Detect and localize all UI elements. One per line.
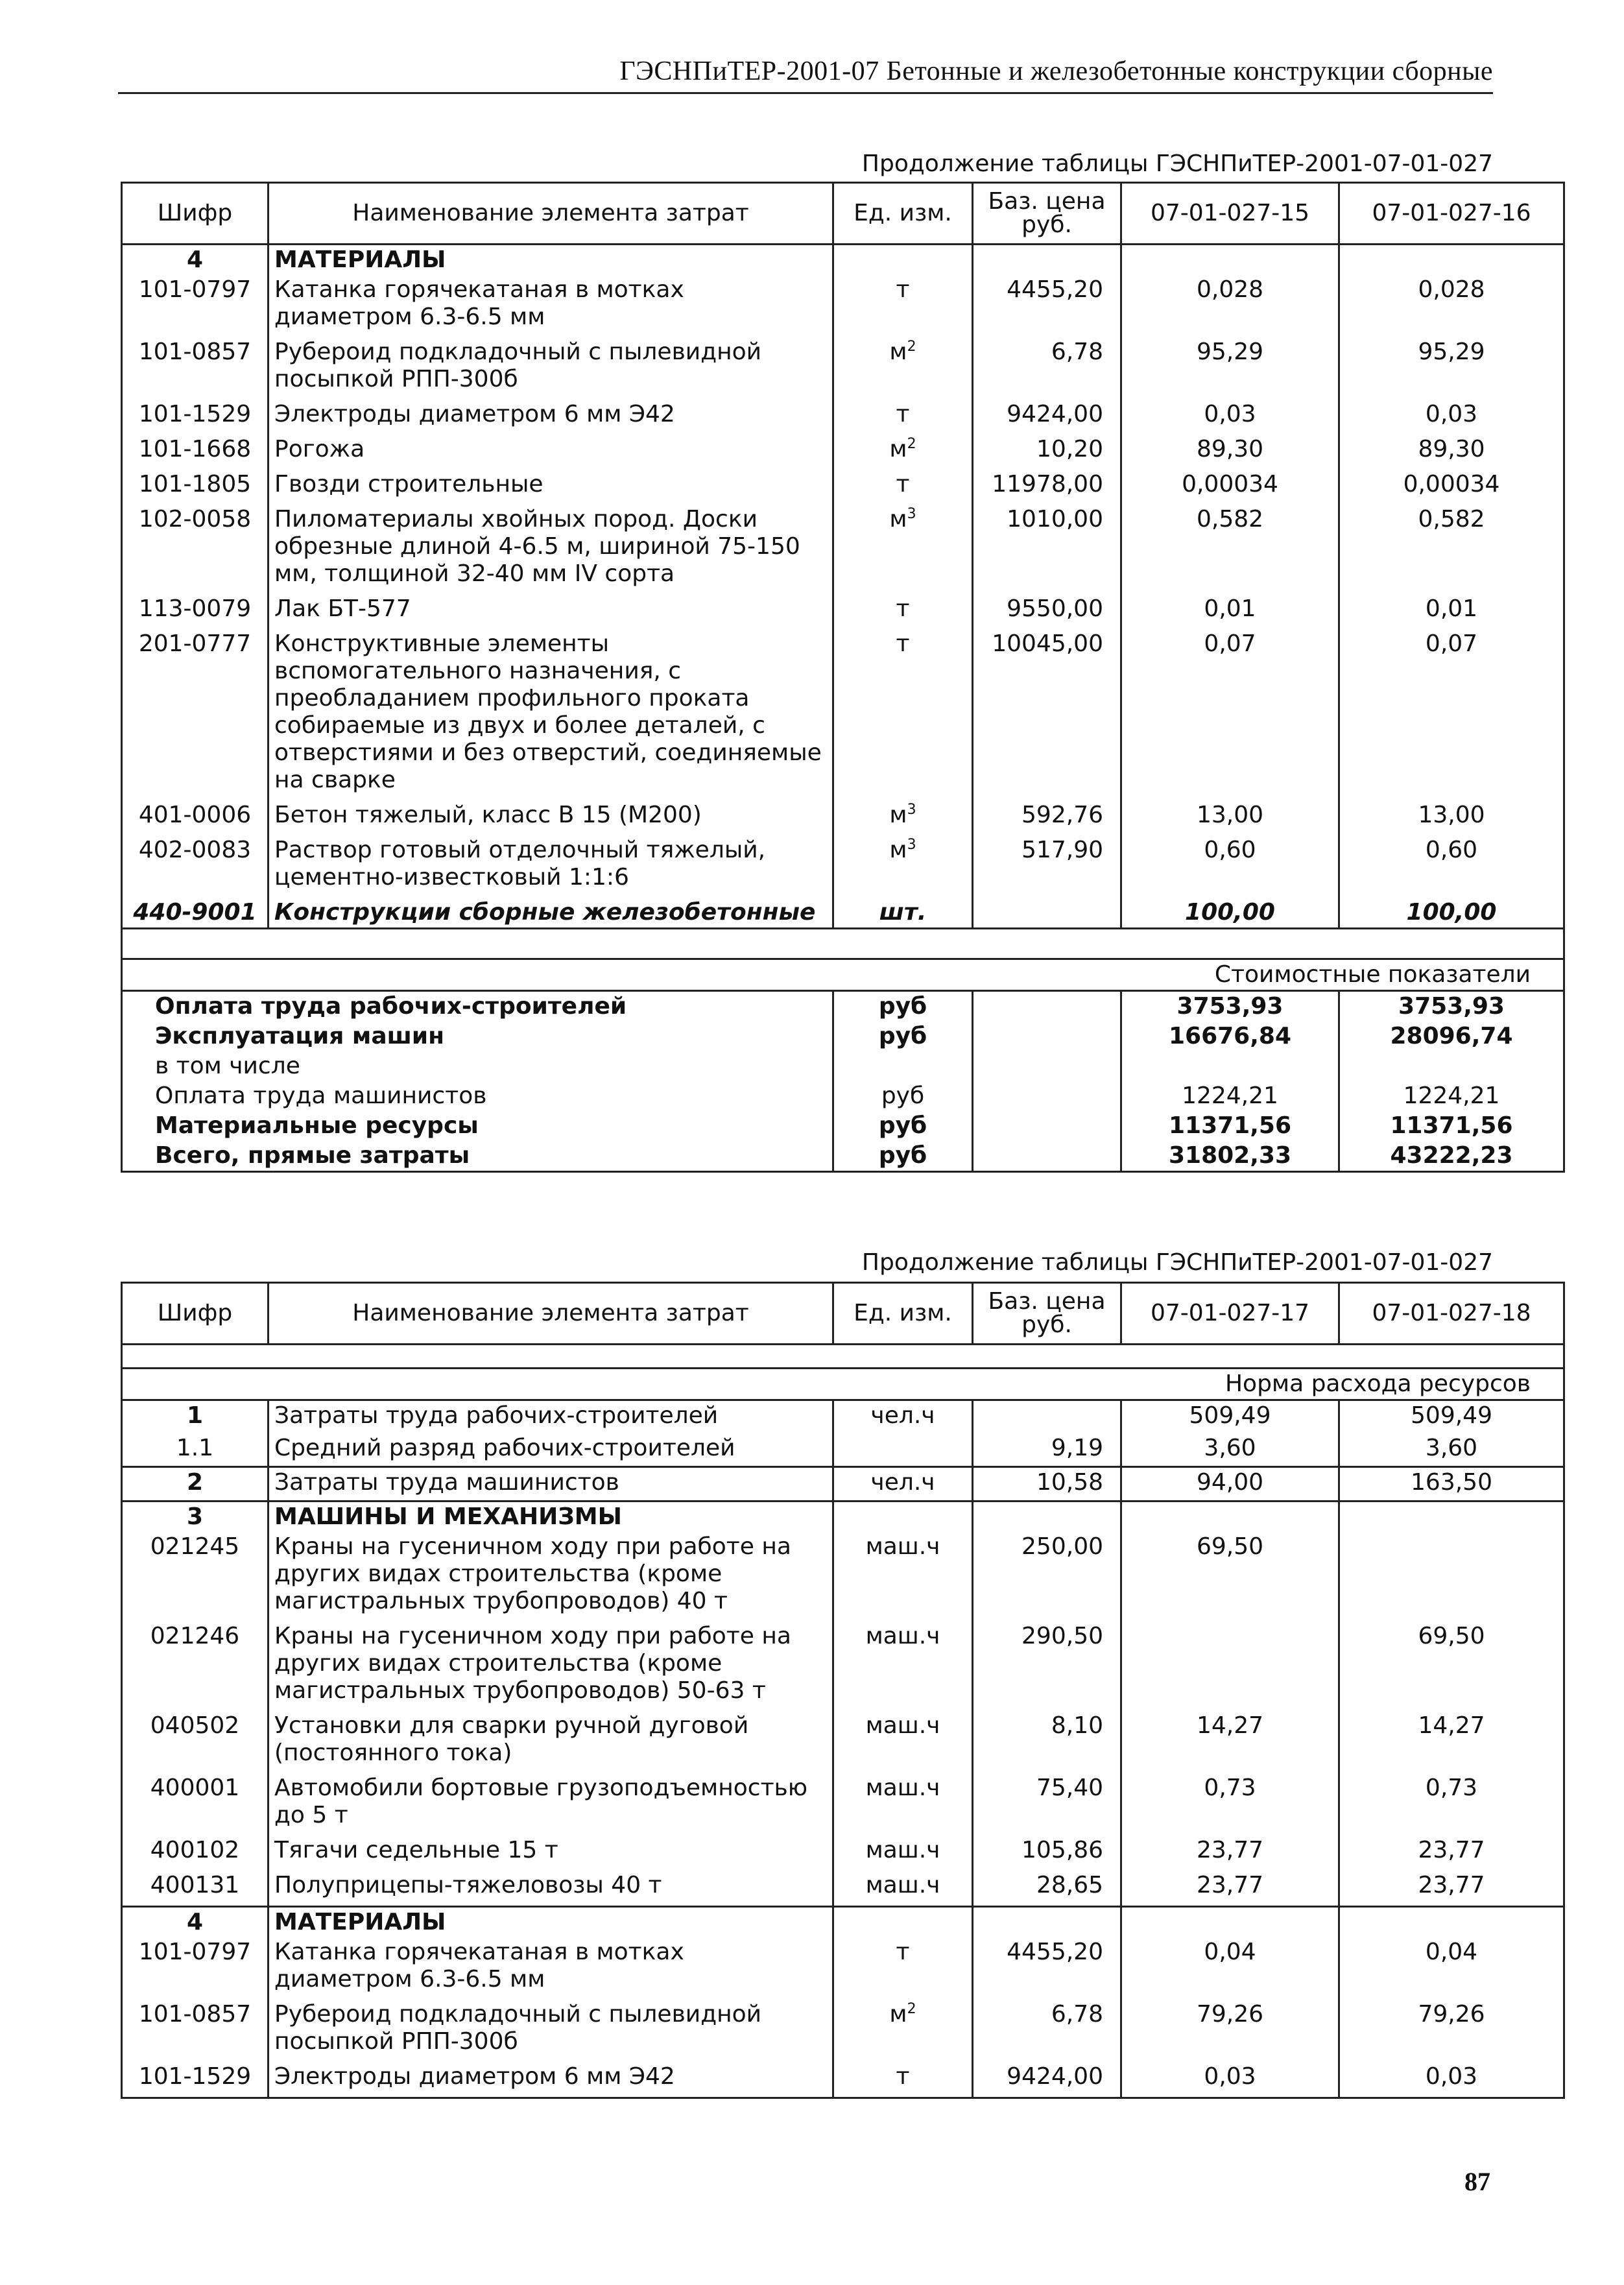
section-name: МАТЕРИАЛЫ <box>269 245 833 276</box>
row-code: 101-0857 <box>122 2000 269 2062</box>
row-value-2: 0,03 <box>1339 2062 1564 2098</box>
row-name: Бетон тяжелый, класс В 15 (М200) <box>269 800 833 835</box>
row-unit: $м^2$ <box>833 2000 973 2062</box>
italic-row-v2: 100,00 <box>1339 898 1564 929</box>
unit-exponent: 2 <box>907 2001 916 2017</box>
material-row <box>122 835 1564 898</box>
table1-header-row <box>122 183 1564 245</box>
row-unit: т <box>833 1937 973 2000</box>
row-value-1: 509,49 <box>1121 1400 1339 1434</box>
machine-row <box>122 1836 1564 1871</box>
row-unit: т <box>833 594 973 629</box>
running-header <box>118 53 1493 94</box>
row-unit: $м^3$ <box>833 800 973 835</box>
table1 <box>121 182 1565 1173</box>
running-header-title: ГЭСНПиТЕР-2001-07 Бетонные и железобетонные конструкции сборные <box>619 56 1493 86</box>
row-unit: маш.ч <box>833 1621 973 1711</box>
section-row <box>122 1907 1564 1938</box>
row-value-2: 163,50 <box>1339 1467 1564 1501</box>
row-name: Затраты труда машинистов <box>269 1467 833 1501</box>
italic-row-price <box>973 898 1121 929</box>
row-value-1 <box>1121 1907 1339 1938</box>
material-row <box>122 2062 1564 2098</box>
row-value-2: 0,582 <box>1339 505 1564 594</box>
row-unit: т <box>833 470 973 505</box>
row-code: 021245 <box>122 1532 269 1621</box>
row-name: Краны на гусеничном ходу при работе на других видах строительства (кроме магистральных трубопроводов) 50-63 т <box>269 1621 833 1711</box>
col-price-header <box>973 183 1121 245</box>
summary-row <box>122 1051 1564 1081</box>
col-v1-header: 07-01-027-15 <box>1121 183 1339 245</box>
row-name: Лак БТ-577 <box>269 594 833 629</box>
summary-value-2: 43222,23 <box>1339 1141 1564 1172</box>
row-value-1: 14,27 <box>1121 1711 1339 1773</box>
row-code: 101-1668 <box>122 435 269 470</box>
cost-indicators-band <box>122 959 1564 991</box>
col-price-header-line1: Баз. цена <box>988 188 1106 215</box>
summary-value-1: 3753,93 <box>1121 991 1339 1022</box>
summary-unit <box>833 1051 973 1081</box>
row-name: Электроды диаметром 6 мм Э42 <box>269 2062 833 2098</box>
row-code: 201-0777 <box>122 629 269 800</box>
col-code-header: Шифр <box>122 183 269 245</box>
cost-indicators-label: Стоимостные показатели <box>122 959 1564 991</box>
row-price: 28,65 <box>973 1871 1121 1907</box>
col-v1-header: 07-01-027-17 <box>1121 1283 1339 1345</box>
row-price <box>973 1907 1121 1938</box>
row-value-2: 69,50 <box>1339 1621 1564 1711</box>
row-code: 4 <box>122 1907 269 1938</box>
row-price: 517,90 <box>973 835 1121 898</box>
col-name-header: Наименование элемента затрат <box>269 1283 833 1345</box>
page-number: 87 <box>1464 2167 1490 2196</box>
row-unit: маш.ч <box>833 1711 973 1773</box>
row-unit: $м^2$ <box>833 435 973 470</box>
summary-price <box>973 1111 1121 1141</box>
row-price: 10,20 <box>973 435 1121 470</box>
row-value-1: 23,77 <box>1121 1871 1339 1907</box>
row-unit: т <box>833 275 973 337</box>
row-code: 400102 <box>122 1836 269 1871</box>
row-value-1: 0,028 <box>1121 275 1339 337</box>
table2-caption: Продолжение таблицы ГЭСНПиТЕР-2001-07-01-027 <box>861 1249 1493 1276</box>
row-value-1: 3,60 <box>1121 1433 1339 1467</box>
row-code: 1.1 <box>122 1433 269 1467</box>
material-row <box>122 337 1564 400</box>
row-unit <box>833 1433 973 1467</box>
row-unit: т <box>833 629 973 800</box>
labor-row <box>122 1400 1564 1434</box>
col-name-header: Наименование элемента затрат <box>269 183 833 245</box>
row-unit: т <box>833 2062 973 2098</box>
row-code: 2 <box>122 1467 269 1501</box>
col-v2-header: 07-01-027-18 <box>1339 1283 1564 1345</box>
row-value-1 <box>1121 1501 1339 1533</box>
row-price: 105,86 <box>973 1836 1121 1871</box>
summary-row <box>122 1141 1564 1172</box>
row-code: 101-0857 <box>122 337 269 400</box>
row-price: 75,40 <box>973 1773 1121 1836</box>
row-value-2: 0,07 <box>1339 629 1564 800</box>
row-value-1: 0,03 <box>1121 2062 1339 2098</box>
row-name: Тягачи седельные 15 т <box>269 1836 833 1871</box>
summary-unit: руб <box>833 1022 973 1051</box>
row-name: Пиломатериалы хвойных пород. Доски обрезные длиной 4-6.5 м, шириной 75-150 мм, толщиной 32-40 мм IV сорта <box>269 505 833 594</box>
row-unit: маш.ч <box>833 1773 973 1836</box>
row-code: 101-0797 <box>122 1937 269 2000</box>
resource-norm-label: Норма расхода ресурсов <box>122 1369 1564 1400</box>
unit-exponent: 2 <box>907 436 916 452</box>
italic-row <box>122 898 1564 929</box>
row-name: Рогожа <box>269 435 833 470</box>
row-code: 1 <box>122 1400 269 1434</box>
row-name: Рубероид подкладочный с пылевидной посыпкой РПП-300б <box>269 2000 833 2062</box>
row-value-1: 0,04 <box>1121 1937 1339 2000</box>
unit-exponent: 3 <box>907 837 916 853</box>
summary-unit: руб <box>833 1141 973 1172</box>
summary-value-1: 16676,84 <box>1121 1022 1339 1051</box>
row-unit <box>833 1907 973 1938</box>
row-unit: маш.ч <box>833 1532 973 1621</box>
summary-value-2: 1224,21 <box>1339 1081 1564 1111</box>
row-unit: $м^3$ <box>833 835 973 898</box>
row-unit: чел.ч <box>833 1400 973 1434</box>
table1-summary-rows <box>122 991 1564 1172</box>
row-price: 11978,00 <box>973 470 1121 505</box>
row-value-2: 23,77 <box>1339 1871 1564 1907</box>
material-row <box>122 505 1564 594</box>
row-value-2: 0,60 <box>1339 835 1564 898</box>
row-value-1: 0,03 <box>1121 400 1339 435</box>
summary-value-2: 3753,93 <box>1339 991 1564 1022</box>
material-row <box>122 1937 1564 2000</box>
labor-row <box>122 1467 1564 1501</box>
col-unit-header: Ед. изм. <box>833 1283 973 1345</box>
material-row <box>122 2000 1564 2062</box>
material-row <box>122 400 1564 435</box>
unit-exponent: 3 <box>907 506 916 522</box>
section-row <box>122 245 1564 276</box>
material-row <box>122 800 1564 835</box>
row-unit: $м^2$ <box>833 337 973 400</box>
row-value-2: 0,04 <box>1339 1937 1564 2000</box>
table1-caption: Продолжение таблицы ГЭСНПиТЕР-2001-07-01-027 <box>861 150 1493 177</box>
row-name: Автомобили бортовые грузоподъемностью до 5 т <box>269 1773 833 1836</box>
row-code: 400131 <box>122 1871 269 1907</box>
row-value-2: 509,49 <box>1339 1400 1564 1434</box>
row-price: 9424,00 <box>973 2062 1121 2098</box>
summary-value-1: 1224,21 <box>1121 1081 1339 1111</box>
table1-material-rows <box>122 275 1564 898</box>
row-value-1: 0,01 <box>1121 594 1339 629</box>
row-value-1: 0,00034 <box>1121 470 1339 505</box>
material-row <box>122 435 1564 470</box>
row-value-2: 0,73 <box>1339 1773 1564 1836</box>
row-value-2 <box>1339 1501 1564 1533</box>
material-row <box>122 470 1564 505</box>
row-code: 021246 <box>122 1621 269 1711</box>
row-code: 101-1529 <box>122 400 269 435</box>
summary-row <box>122 1022 1564 1051</box>
section-code: 4 <box>122 245 269 276</box>
row-value-1: 0,07 <box>1121 629 1339 800</box>
col-unit-header: Ед. изм. <box>833 183 973 245</box>
row-unit: $м^3$ <box>833 505 973 594</box>
machine-row <box>122 1621 1564 1711</box>
row-value-1: 13,00 <box>1121 800 1339 835</box>
summary-label: Материальные ресурсы <box>122 1111 833 1141</box>
material-row <box>122 275 1564 337</box>
row-code: 101-1805 <box>122 470 269 505</box>
row-value-2: 14,27 <box>1339 1711 1564 1773</box>
row-name: Катанка горячекатаная в мотках диаметром 6.3-6.5 мм <box>269 1937 833 2000</box>
row-name: Конструктивные элементы вспомогательного назначения, с преобладанием профильного проката собираемые из двух и более деталей, с отверстиями и без отверстий, соединяемые на сварке <box>269 629 833 800</box>
row-price: 10,58 <box>973 1467 1121 1501</box>
row-price: 10045,00 <box>973 629 1121 800</box>
summary-label: Эксплуатация машин <box>122 1022 833 1051</box>
row-value-1: 95,29 <box>1121 337 1339 400</box>
summary-price <box>973 1051 1121 1081</box>
row-unit <box>833 1501 973 1533</box>
spacer-row <box>122 1345 1564 1369</box>
summary-row <box>122 1081 1564 1111</box>
row-value-2: 13,00 <box>1339 800 1564 835</box>
summary-value-1: 31802,33 <box>1121 1141 1339 1172</box>
summary-label: в том числе <box>122 1051 833 1081</box>
row-code: 3 <box>122 1501 269 1533</box>
summary-price <box>973 1022 1121 1051</box>
summary-price <box>973 1081 1121 1111</box>
row-value-2 <box>1339 1907 1564 1938</box>
summary-label: Оплата труда рабочих-строителей <box>122 991 833 1022</box>
row-price: 4455,20 <box>973 275 1121 337</box>
row-code: 101-0797 <box>122 275 269 337</box>
unit-exponent: 2 <box>907 339 916 355</box>
row-code: 402-0083 <box>122 835 269 898</box>
row-price: 9550,00 <box>973 594 1121 629</box>
row-unit: маш.ч <box>833 1836 973 1871</box>
summary-label: Оплата труда машинистов <box>122 1081 833 1111</box>
row-value-2: 79,26 <box>1339 2000 1564 2062</box>
summary-row <box>122 1111 1564 1141</box>
row-value-1: 0,582 <box>1121 505 1339 594</box>
row-price: 1010,00 <box>973 505 1121 594</box>
row-name: Катанка горячекатаная в мотках диаметром 6.3-6.5 мм <box>269 275 833 337</box>
row-code: 400001 <box>122 1773 269 1836</box>
section-row <box>122 1501 1564 1533</box>
row-unit: чел.ч <box>833 1467 973 1501</box>
row-name: МАШИНЫ И МЕХАНИЗМЫ <box>269 1501 833 1533</box>
row-price <box>973 1501 1121 1533</box>
row-price: 8,10 <box>973 1711 1121 1773</box>
row-value-2: 3,60 <box>1339 1433 1564 1467</box>
row-value-2: 0,028 <box>1339 275 1564 337</box>
summary-unit: руб <box>833 991 973 1022</box>
row-price: 250,00 <box>973 1532 1121 1621</box>
row-value-1: 94,00 <box>1121 1467 1339 1501</box>
row-name: Краны на гусеничном ходу при работе на других видах строительства (кроме магистральных трубопроводов) 40 т <box>269 1532 833 1621</box>
row-name: Установки для сварки ручной дуговой (постоянного тока) <box>269 1711 833 1773</box>
material-row <box>122 629 1564 800</box>
col-price-header-line2: руб. <box>1021 211 1072 238</box>
spacer-row <box>122 929 1564 959</box>
summary-row <box>122 991 1564 1022</box>
row-name: МАТЕРИАЛЫ <box>269 1907 833 1938</box>
row-price: 290,50 <box>973 1621 1121 1711</box>
italic-row-name: Конструкции сборные железобетонные <box>269 898 833 929</box>
summary-value-1: 11371,56 <box>1121 1111 1339 1141</box>
summary-price <box>973 1141 1121 1172</box>
row-name: Электроды диаметром 6 мм Э42 <box>269 400 833 435</box>
italic-row-unit: шт. <box>833 898 973 929</box>
row-name: Полуприцепы-тяжеловозы 40 т <box>269 1871 833 1907</box>
material-row <box>122 594 1564 629</box>
resource-norm-band <box>122 1369 1564 1400</box>
row-price <box>973 1400 1121 1434</box>
row-price: 592,76 <box>973 800 1121 835</box>
summary-value-1 <box>1121 1051 1339 1081</box>
row-price: 9424,00 <box>973 400 1121 435</box>
row-unit: т <box>833 400 973 435</box>
row-name: Средний разряд рабочих-строителей <box>269 1433 833 1467</box>
row-value-2: 0,00034 <box>1339 470 1564 505</box>
italic-row-code: 440-9001 <box>122 898 269 929</box>
row-name: Рубероид подкладочный с пылевидной посыпкой РПП-300б <box>269 337 833 400</box>
row-value-1 <box>1121 1621 1339 1711</box>
row-name: Раствор готовый отделочный тяжелый, цементно-известковый 1:1:6 <box>269 835 833 898</box>
summary-unit: руб <box>833 1081 973 1111</box>
row-value-1: 0,60 <box>1121 835 1339 898</box>
row-code: 401-0006 <box>122 800 269 835</box>
row-value-2: 23,77 <box>1339 1836 1564 1871</box>
summary-price <box>973 991 1121 1022</box>
row-price: 6,78 <box>973 2000 1121 2062</box>
row-price: 6,78 <box>973 337 1121 400</box>
row-value-2: 89,30 <box>1339 435 1564 470</box>
col-price-header <box>973 1283 1121 1345</box>
row-value-1: 69,50 <box>1121 1532 1339 1621</box>
row-code: 040502 <box>122 1711 269 1773</box>
col-code-header: Шифр <box>122 1283 269 1345</box>
row-code: 102-0058 <box>122 505 269 594</box>
row-code: 101-1529 <box>122 2062 269 2098</box>
row-price: 4455,20 <box>973 1937 1121 2000</box>
table2-rows <box>122 1400 1564 2098</box>
row-value-2: 95,29 <box>1339 337 1564 400</box>
row-value-2 <box>1339 1532 1564 1621</box>
summary-value-2: 11371,56 <box>1339 1111 1564 1141</box>
machine-row <box>122 1532 1564 1621</box>
row-price: 9,19 <box>973 1433 1121 1467</box>
row-value-1: 23,77 <box>1121 1836 1339 1871</box>
machine-row <box>122 1773 1564 1836</box>
summary-label: Всего, прямые затраты <box>122 1141 833 1172</box>
row-name: Гвозди строительные <box>269 470 833 505</box>
row-code: 113-0079 <box>122 594 269 629</box>
unit-exponent: 3 <box>907 802 916 818</box>
row-unit: маш.ч <box>833 1871 973 1907</box>
summary-value-2: 28096,74 <box>1339 1022 1564 1051</box>
row-value-1: 79,26 <box>1121 2000 1339 2062</box>
col-v2-header: 07-01-027-16 <box>1339 183 1564 245</box>
summary-unit: руб <box>833 1111 973 1141</box>
italic-row-v1: 100,00 <box>1121 898 1339 929</box>
table2-header-row <box>122 1283 1564 1345</box>
col-price-header-line2: руб. <box>1021 1311 1072 1338</box>
row-value-2: 0,03 <box>1339 400 1564 435</box>
row-name: Затраты труда рабочих-строителей <box>269 1400 833 1434</box>
col-price-header-line1: Баз. цена <box>988 1288 1106 1315</box>
table2 <box>121 1282 1565 2099</box>
labor-row <box>122 1433 1564 1467</box>
row-value-1: 89,30 <box>1121 435 1339 470</box>
row-value-1: 0,73 <box>1121 1773 1339 1836</box>
machine-row <box>122 1711 1564 1773</box>
summary-value-2 <box>1339 1051 1564 1081</box>
machine-row <box>122 1871 1564 1907</box>
row-value-2: 0,01 <box>1339 594 1564 629</box>
